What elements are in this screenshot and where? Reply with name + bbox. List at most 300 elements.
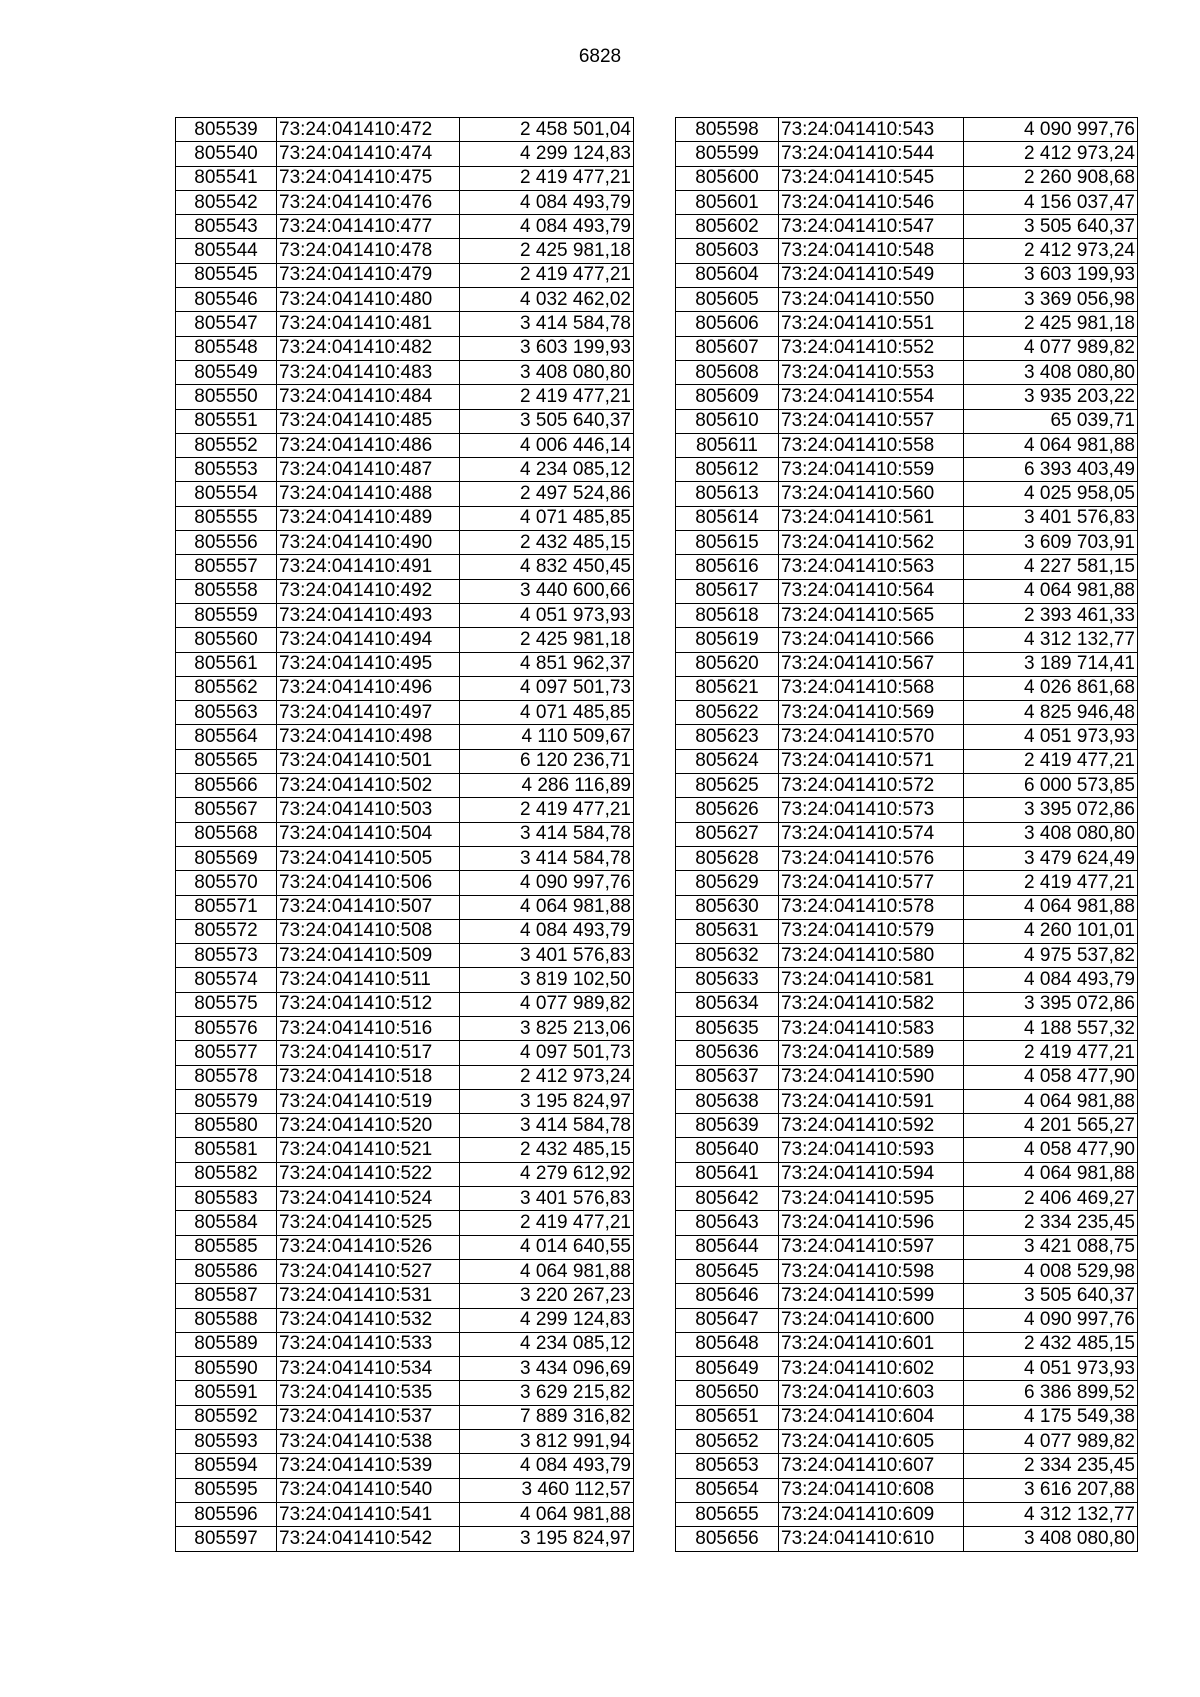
table-row <box>676 360 1138 384</box>
record-number-cell: 805646 <box>676 1284 779 1308</box>
record-number-cell: 805607 <box>676 336 779 360</box>
value-cell: 3 460 112,57 <box>460 1478 634 1502</box>
table-row <box>676 725 1138 749</box>
value-cell: 2 412 973,24 <box>460 1065 634 1089</box>
table-row <box>676 1259 1138 1283</box>
value-cell: 4 175 549,38 <box>964 1405 1138 1429</box>
record-number-cell: 805608 <box>676 360 779 384</box>
cadastral-number-cell: 73:24:041410:495 <box>277 652 460 676</box>
table-row <box>176 992 634 1016</box>
cadastral-number-cell: 73:24:041410:475 <box>277 166 460 190</box>
right-register-table <box>675 117 1138 1552</box>
table-row <box>176 1381 634 1405</box>
cadastral-number-cell: 73:24:041410:493 <box>277 603 460 627</box>
record-number-cell: 805571 <box>176 895 277 919</box>
table-row <box>676 190 1138 214</box>
record-number-cell: 805630 <box>676 895 779 919</box>
cadastral-number-cell: 73:24:041410:511 <box>277 968 460 992</box>
value-cell: 2 432 485,15 <box>460 1138 634 1162</box>
cadastral-number-cell: 73:24:041410:574 <box>779 822 964 846</box>
table-row <box>176 603 634 627</box>
cadastral-number-cell: 73:24:041410:604 <box>779 1405 964 1429</box>
value-cell: 4 227 581,15 <box>964 555 1138 579</box>
cadastral-number-cell: 73:24:041410:534 <box>277 1357 460 1381</box>
value-cell: 6 386 899,52 <box>964 1381 1138 1405</box>
value-cell: 2 458 501,04 <box>460 118 634 142</box>
table-row <box>176 336 634 360</box>
value-cell: 3 414 584,78 <box>460 312 634 336</box>
record-number-cell: 805583 <box>176 1187 277 1211</box>
table-row <box>176 433 634 457</box>
value-cell: 4 026 861,68 <box>964 676 1138 700</box>
table-row <box>676 1284 1138 1308</box>
value-cell: 4 032 462,02 <box>460 288 634 312</box>
cadastral-number-cell: 73:24:041410:480 <box>277 288 460 312</box>
value-cell: 4 851 962,37 <box>460 652 634 676</box>
value-cell: 3 421 088,75 <box>964 1235 1138 1259</box>
value-cell: 3 629 215,82 <box>460 1381 634 1405</box>
table-row <box>676 263 1138 287</box>
cadastral-number-cell: 73:24:041410:487 <box>277 458 460 482</box>
table-row <box>676 458 1138 482</box>
value-cell: 4 286 116,89 <box>460 774 634 798</box>
table-row <box>676 1527 1138 1551</box>
record-number-cell: 805647 <box>676 1308 779 1332</box>
record-number-cell: 805542 <box>176 190 277 214</box>
table-row <box>176 1114 634 1138</box>
record-number-cell: 805604 <box>676 263 779 287</box>
record-number-cell: 805577 <box>176 1041 277 1065</box>
value-cell: 4 279 612,92 <box>460 1162 634 1186</box>
record-number-cell: 805622 <box>676 701 779 725</box>
table-row <box>176 288 634 312</box>
table-row <box>676 1332 1138 1356</box>
table-row <box>676 506 1138 530</box>
record-number-cell: 805581 <box>176 1138 277 1162</box>
table-row <box>176 1016 634 1040</box>
value-cell: 2 425 981,18 <box>964 312 1138 336</box>
table-row <box>176 531 634 555</box>
record-number-cell: 805546 <box>176 288 277 312</box>
table-row <box>676 1405 1138 1429</box>
record-number-cell: 805596 <box>176 1502 277 1526</box>
value-cell: 4 097 501,73 <box>460 1041 634 1065</box>
cadastral-number-cell: 73:24:041410:492 <box>277 579 460 603</box>
table-row <box>176 409 634 433</box>
value-cell: 3 440 600,66 <box>460 579 634 603</box>
table-row <box>176 1430 634 1454</box>
cadastral-number-cell: 73:24:041410:596 <box>779 1211 964 1235</box>
table-row <box>676 239 1138 263</box>
value-cell: 4 064 981,88 <box>460 895 634 919</box>
cadastral-number-cell: 73:24:041410:553 <box>779 360 964 384</box>
cadastral-number-cell: 73:24:041410:564 <box>779 579 964 603</box>
cadastral-number-cell: 73:24:041410:598 <box>779 1259 964 1283</box>
table-row <box>176 263 634 287</box>
record-number-cell: 805648 <box>676 1332 779 1356</box>
value-cell: 3 603 199,93 <box>964 263 1138 287</box>
record-number-cell: 805620 <box>676 652 779 676</box>
record-number-cell: 805605 <box>676 288 779 312</box>
table-row <box>176 725 634 749</box>
record-number-cell: 805625 <box>676 774 779 798</box>
value-cell: 4 084 493,79 <box>460 215 634 239</box>
value-cell: 4 312 132,77 <box>964 1502 1138 1526</box>
cadastral-number-cell: 73:24:041410:482 <box>277 336 460 360</box>
value-cell: 3 414 584,78 <box>460 822 634 846</box>
cadastral-number-cell: 73:24:041410:483 <box>277 360 460 384</box>
cadastral-number-cell: 73:24:041410:561 <box>779 506 964 530</box>
cadastral-number-cell: 73:24:041410:567 <box>779 652 964 676</box>
cadastral-number-cell: 73:24:041410:517 <box>277 1041 460 1065</box>
record-number-cell: 805626 <box>676 798 779 822</box>
value-cell: 3 408 080,80 <box>964 1527 1138 1551</box>
record-number-cell: 805611 <box>676 433 779 457</box>
cadastral-number-cell: 73:24:041410:568 <box>779 676 964 700</box>
value-cell: 4 064 981,88 <box>964 895 1138 919</box>
cadastral-number-cell: 73:24:041410:597 <box>779 1235 964 1259</box>
record-number-cell: 805645 <box>676 1259 779 1283</box>
value-cell: 4 975 537,82 <box>964 944 1138 968</box>
value-cell: 4 077 989,82 <box>964 1430 1138 1454</box>
table-row <box>176 1502 634 1526</box>
value-cell: 4 064 981,88 <box>964 579 1138 603</box>
record-number-cell: 805576 <box>176 1016 277 1040</box>
value-cell: 4 006 446,14 <box>460 433 634 457</box>
record-number-cell: 805565 <box>176 749 277 773</box>
cadastral-number-cell: 73:24:041410:592 <box>779 1114 964 1138</box>
cadastral-number-cell: 73:24:041410:542 <box>277 1527 460 1551</box>
value-cell: 4 090 997,76 <box>964 1308 1138 1332</box>
cadastral-number-cell: 73:24:041410:549 <box>779 263 964 287</box>
record-number-cell: 805634 <box>676 992 779 1016</box>
record-number-cell: 805560 <box>176 628 277 652</box>
record-number-cell: 805585 <box>176 1235 277 1259</box>
cadastral-number-cell: 73:24:041410:496 <box>277 676 460 700</box>
value-cell: 4 097 501,73 <box>460 676 634 700</box>
record-number-cell: 805652 <box>676 1430 779 1454</box>
cadastral-number-cell: 73:24:041410:602 <box>779 1357 964 1381</box>
cadastral-number-cell: 73:24:041410:554 <box>779 385 964 409</box>
value-cell: 3 408 080,80 <box>460 360 634 384</box>
table-row <box>176 239 634 263</box>
value-cell: 4 025 958,05 <box>964 482 1138 506</box>
table-row <box>176 215 634 239</box>
table-row <box>676 701 1138 725</box>
record-number-cell: 805553 <box>176 458 277 482</box>
value-cell: 3 408 080,80 <box>964 822 1138 846</box>
table-row <box>676 774 1138 798</box>
cadastral-number-cell: 73:24:041410:509 <box>277 944 460 968</box>
table-row <box>176 1162 634 1186</box>
record-number-cell: 805540 <box>176 142 277 166</box>
table-row <box>676 1308 1138 1332</box>
value-cell: 3 819 102,50 <box>460 968 634 992</box>
record-number-cell: 805636 <box>676 1041 779 1065</box>
record-number-cell: 805619 <box>676 628 779 652</box>
cadastral-number-cell: 73:24:041410:521 <box>277 1138 460 1162</box>
record-number-cell: 805579 <box>176 1089 277 1113</box>
value-cell: 4 008 529,98 <box>964 1259 1138 1283</box>
cadastral-number-cell: 73:24:041410:543 <box>779 118 964 142</box>
value-cell: 65 039,71 <box>964 409 1138 433</box>
value-cell: 3 505 640,37 <box>964 1284 1138 1308</box>
table-row <box>676 1187 1138 1211</box>
record-number-cell: 805606 <box>676 312 779 336</box>
value-cell: 4 825 946,48 <box>964 701 1138 725</box>
table-row <box>176 676 634 700</box>
cadastral-number-cell: 73:24:041410:481 <box>277 312 460 336</box>
table-row <box>676 531 1138 555</box>
table-row <box>676 1211 1138 1235</box>
value-cell: 6 000 573,85 <box>964 774 1138 798</box>
table-row <box>176 1478 634 1502</box>
table-row <box>176 1065 634 1089</box>
cadastral-number-cell: 73:24:041410:559 <box>779 458 964 482</box>
record-number-cell: 805649 <box>676 1357 779 1381</box>
value-cell: 4 071 485,85 <box>460 506 634 530</box>
record-number-cell: 805601 <box>676 190 779 214</box>
record-number-cell: 805610 <box>676 409 779 433</box>
table-row <box>676 1089 1138 1113</box>
record-number-cell: 805547 <box>176 312 277 336</box>
table-row <box>676 1041 1138 1065</box>
record-number-cell: 805618 <box>676 603 779 627</box>
cadastral-number-cell: 73:24:041410:545 <box>779 166 964 190</box>
table-row <box>176 968 634 992</box>
record-number-cell: 805644 <box>676 1235 779 1259</box>
value-cell: 4 077 989,82 <box>460 992 634 1016</box>
record-number-cell: 805561 <box>176 652 277 676</box>
record-number-cell: 805543 <box>176 215 277 239</box>
table-row <box>176 1259 634 1283</box>
value-cell: 3 408 080,80 <box>964 360 1138 384</box>
cadastral-number-cell: 73:24:041410:583 <box>779 1016 964 1040</box>
cadastral-number-cell: 73:24:041410:590 <box>779 1065 964 1089</box>
value-cell: 2 419 477,21 <box>460 798 634 822</box>
record-number-cell: 805609 <box>676 385 779 409</box>
value-cell: 2 419 477,21 <box>460 166 634 190</box>
record-number-cell: 805563 <box>176 701 277 725</box>
cadastral-number-cell: 73:24:041410:608 <box>779 1478 964 1502</box>
table-row <box>676 142 1138 166</box>
cadastral-number-cell: 73:24:041410:478 <box>277 239 460 263</box>
record-number-cell: 805550 <box>176 385 277 409</box>
record-number-cell: 805594 <box>176 1454 277 1478</box>
table-row <box>676 603 1138 627</box>
cadastral-number-cell: 73:24:041410:594 <box>779 1162 964 1186</box>
value-cell: 2 260 908,68 <box>964 166 1138 190</box>
cadastral-number-cell: 73:24:041410:508 <box>277 919 460 943</box>
table-row <box>176 1235 634 1259</box>
cadastral-number-cell: 73:24:041410:548 <box>779 239 964 263</box>
record-number-cell: 805558 <box>176 579 277 603</box>
cadastral-number-cell: 73:24:041410:477 <box>277 215 460 239</box>
cadastral-number-cell: 73:24:041410:488 <box>277 482 460 506</box>
value-cell: 4 077 989,82 <box>964 336 1138 360</box>
table-row <box>176 895 634 919</box>
value-cell: 2 425 981,18 <box>460 628 634 652</box>
value-cell: 2 406 469,27 <box>964 1187 1138 1211</box>
record-number-cell: 805568 <box>176 822 277 846</box>
cadastral-number-cell: 73:24:041410:485 <box>277 409 460 433</box>
value-cell: 6 120 236,71 <box>460 749 634 773</box>
cadastral-number-cell: 73:24:041410:506 <box>277 871 460 895</box>
table-row <box>676 288 1138 312</box>
table-row <box>676 628 1138 652</box>
table-row <box>676 1114 1138 1138</box>
record-number-cell: 805549 <box>176 360 277 384</box>
cadastral-number-cell: 73:24:041410:532 <box>277 1308 460 1332</box>
cadastral-number-cell: 73:24:041410:479 <box>277 263 460 287</box>
record-number-cell: 805589 <box>176 1332 277 1356</box>
table-row <box>176 506 634 530</box>
record-number-cell: 805653 <box>676 1454 779 1478</box>
record-number-cell: 805643 <box>676 1211 779 1235</box>
value-cell: 4 234 085,12 <box>460 458 634 482</box>
value-cell: 6 393 403,49 <box>964 458 1138 482</box>
cadastral-number-cell: 73:24:041410:570 <box>779 725 964 749</box>
table-row <box>176 749 634 773</box>
record-number-cell: 805631 <box>676 919 779 943</box>
record-number-cell: 805640 <box>676 1138 779 1162</box>
cadastral-number-cell: 73:24:041410:607 <box>779 1454 964 1478</box>
table-row <box>676 336 1138 360</box>
table-row <box>176 1041 634 1065</box>
record-number-cell: 805574 <box>176 968 277 992</box>
value-cell: 4 299 124,83 <box>460 1308 634 1332</box>
table-row <box>176 579 634 603</box>
table-row <box>676 1235 1138 1259</box>
record-number-cell: 805614 <box>676 506 779 530</box>
record-number-cell: 805554 <box>176 482 277 506</box>
value-cell: 4 071 485,85 <box>460 701 634 725</box>
record-number-cell: 805627 <box>676 822 779 846</box>
value-cell: 4 084 493,79 <box>460 1454 634 1478</box>
value-cell: 3 401 576,83 <box>460 1187 634 1211</box>
table-row <box>676 1016 1138 1040</box>
record-number-cell: 805573 <box>176 944 277 968</box>
record-number-cell: 805551 <box>176 409 277 433</box>
table-row <box>676 1478 1138 1502</box>
table-row <box>676 409 1138 433</box>
left-table-body <box>176 118 634 1552</box>
cadastral-number-cell: 73:24:041410:609 <box>779 1502 964 1526</box>
value-cell: 2 419 477,21 <box>964 871 1138 895</box>
cadastral-number-cell: 73:24:041410:526 <box>277 1235 460 1259</box>
cadastral-number-cell: 73:24:041410:557 <box>779 409 964 433</box>
value-cell: 4 084 493,79 <box>964 968 1138 992</box>
record-number-cell: 805575 <box>176 992 277 1016</box>
value-cell: 3 505 640,37 <box>964 215 1138 239</box>
cadastral-number-cell: 73:24:041410:486 <box>277 433 460 457</box>
record-number-cell: 805539 <box>176 118 277 142</box>
value-cell: 3 616 207,88 <box>964 1478 1138 1502</box>
table-row <box>676 1454 1138 1478</box>
cadastral-number-cell: 73:24:041410:491 <box>277 555 460 579</box>
cadastral-number-cell: 73:24:041410:593 <box>779 1138 964 1162</box>
value-cell: 2 334 235,45 <box>964 1454 1138 1478</box>
cadastral-number-cell: 73:24:041410:535 <box>277 1381 460 1405</box>
cadastral-number-cell: 73:24:041410:490 <box>277 531 460 555</box>
table-row <box>176 822 634 846</box>
table-row <box>676 118 1138 142</box>
cadastral-number-cell: 73:24:041410:472 <box>277 118 460 142</box>
record-number-cell: 805567 <box>176 798 277 822</box>
value-cell: 4 064 981,88 <box>964 1162 1138 1186</box>
cadastral-number-cell: 73:24:041410:539 <box>277 1454 460 1478</box>
record-number-cell: 805656 <box>676 1527 779 1551</box>
cadastral-number-cell: 73:24:041410:569 <box>779 701 964 725</box>
table-row <box>676 1430 1138 1454</box>
record-number-cell: 805559 <box>176 603 277 627</box>
record-number-cell: 805580 <box>176 1114 277 1138</box>
cadastral-number-cell: 73:24:041410:577 <box>779 871 964 895</box>
value-cell: 2 432 485,15 <box>964 1332 1138 1356</box>
value-cell: 3 195 824,97 <box>460 1527 634 1551</box>
table-row <box>676 1162 1138 1186</box>
cadastral-number-cell: 73:24:041410:552 <box>779 336 964 360</box>
value-cell: 3 395 072,86 <box>964 798 1138 822</box>
value-cell: 4 051 973,93 <box>964 1357 1138 1381</box>
record-number-cell: 805600 <box>676 166 779 190</box>
table-row <box>676 944 1138 968</box>
cadastral-number-cell: 73:24:041410:522 <box>277 1162 460 1186</box>
table-row <box>176 312 634 336</box>
cadastral-number-cell: 73:24:041410:503 <box>277 798 460 822</box>
value-cell: 4 110 509,67 <box>460 725 634 749</box>
record-number-cell: 805593 <box>176 1430 277 1454</box>
record-number-cell: 805556 <box>176 531 277 555</box>
value-cell: 4 064 981,88 <box>964 433 1138 457</box>
value-cell: 4 064 981,88 <box>964 1089 1138 1113</box>
record-number-cell: 805602 <box>676 215 779 239</box>
record-number-cell: 805562 <box>176 676 277 700</box>
table-row <box>676 895 1138 919</box>
table-row <box>676 1357 1138 1381</box>
value-cell: 4 084 493,79 <box>460 919 634 943</box>
cadastral-number-cell: 73:24:041410:580 <box>779 944 964 968</box>
cadastral-number-cell: 73:24:041410:573 <box>779 798 964 822</box>
table-row <box>676 968 1138 992</box>
table-row <box>676 749 1138 773</box>
cadastral-number-cell: 73:24:041410:578 <box>779 895 964 919</box>
value-cell: 3 220 267,23 <box>460 1284 634 1308</box>
record-number-cell: 805578 <box>176 1065 277 1089</box>
record-number-cell: 805555 <box>176 506 277 530</box>
table-row <box>676 1138 1138 1162</box>
record-number-cell: 805654 <box>676 1478 779 1502</box>
table-row <box>176 919 634 943</box>
cadastral-number-cell: 73:24:041410:605 <box>779 1430 964 1454</box>
value-cell: 4 188 557,32 <box>964 1016 1138 1040</box>
cadastral-number-cell: 73:24:041410:507 <box>277 895 460 919</box>
record-number-cell: 805548 <box>176 336 277 360</box>
cadastral-number-cell: 73:24:041410:541 <box>277 1502 460 1526</box>
table-row <box>676 992 1138 1016</box>
cadastral-number-cell: 73:24:041410:562 <box>779 531 964 555</box>
cadastral-number-cell: 73:24:041410:498 <box>277 725 460 749</box>
table-row <box>176 190 634 214</box>
value-cell: 4 014 640,55 <box>460 1235 634 1259</box>
table-row <box>676 555 1138 579</box>
cadastral-number-cell: 73:24:041410:505 <box>277 846 460 870</box>
cadastral-number-cell: 73:24:041410:579 <box>779 919 964 943</box>
value-cell: 4 051 973,93 <box>460 603 634 627</box>
value-cell: 3 609 703,91 <box>964 531 1138 555</box>
value-cell: 4 090 997,76 <box>964 118 1138 142</box>
record-number-cell: 805624 <box>676 749 779 773</box>
